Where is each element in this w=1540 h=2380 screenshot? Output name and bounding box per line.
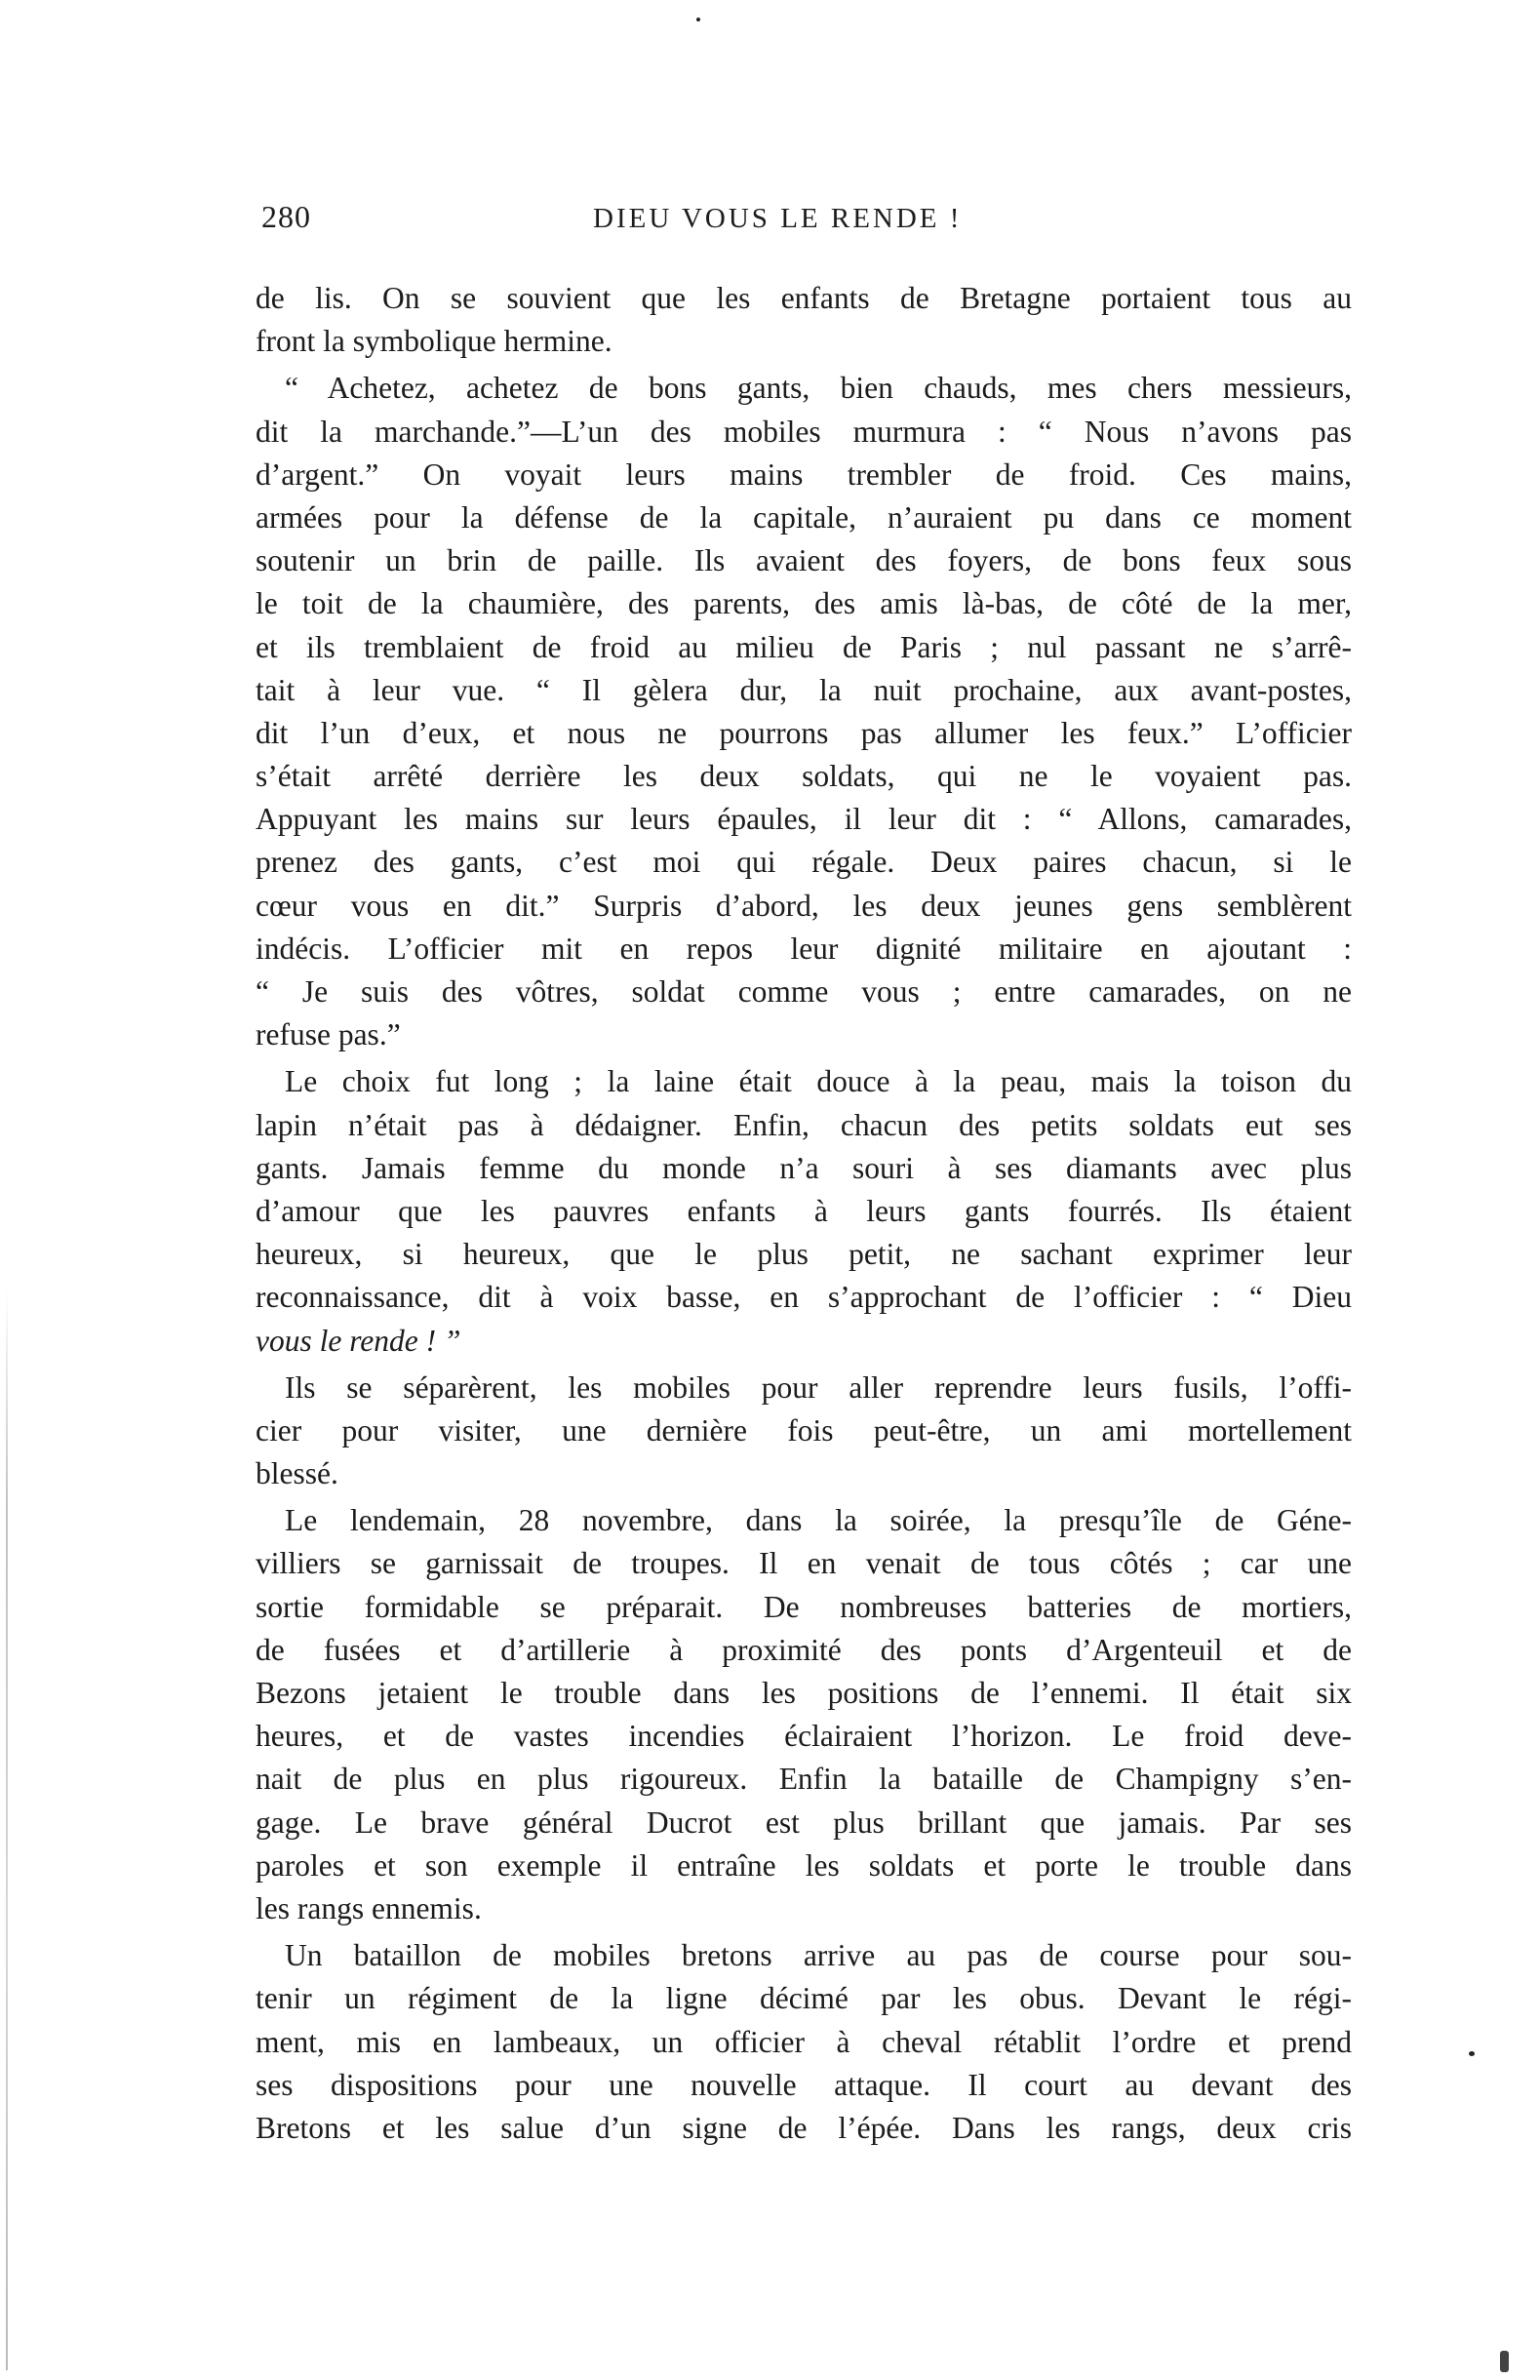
text-line: de fusées et d’artillerie à proximité des ponts d’Argenteuil et de	[256, 1632, 1352, 1667]
ink-speck	[696, 18, 700, 21]
text-line: et ils tremblaient de froid au milieu de Paris ; nul passant ne s’arrê-	[256, 629, 1352, 664]
page-edge-shadow	[6, 1288, 8, 2370]
paragraph	[256, 1367, 1352, 1496]
ink-speck	[1500, 2351, 1509, 2372]
text-line: Ils se séparèrent, les mobiles pour aller reprendre leurs fusils, l’offi-	[285, 1369, 1352, 1405]
text-line: gants. Jamais femme du monde n’a souri à ses diamants avec plus	[256, 1150, 1352, 1185]
text-line: gage. Le brave général Ducrot est plus brillant que jamais. Par ses	[256, 1805, 1352, 1840]
text-line: vous le rende ! ”	[256, 1323, 461, 1358]
text-line: ment, mis en lambeaux, un officier à cheval rétablit l’ordre et prend	[256, 2024, 1352, 2059]
text-line: Le choix fut long ; la laine était douce à la peau, mais la toison du	[285, 1064, 1352, 1099]
paragraph	[256, 1060, 1352, 1362]
text-line: lapin n’était pas à dédaigner. Enfin, chacun des petits soldats eut ses	[256, 1107, 1352, 1142]
text-line: tenir un régiment de la ligne décimé par les obus. Devant le régi-	[256, 1981, 1352, 2016]
paragraph	[256, 277, 1352, 363]
text-line: heures, et de vastes incendies éclairaient l’horizon. Le froid deve-	[256, 1719, 1352, 1754]
body-text	[256, 277, 1352, 2150]
text-line: prenez des gants, c’est moi qui régale. Deux paires chacun, si le	[256, 845, 1352, 880]
paragraph	[256, 1934, 1352, 2150]
text-line: Le lendemain, 28 novembre, dans la soirée, la presqu’île de Géne-	[285, 1503, 1352, 1538]
text-line: “ Achetez, achetez de bons gants, bien chauds, mes chers messieurs,	[285, 371, 1352, 406]
text-line: s’était arrêté derrière les deux soldats, qui ne le voyaient pas.	[256, 759, 1352, 794]
ink-speck	[1469, 2051, 1475, 2056]
text-line: Appuyant les mains sur leurs épaules, il leur dit : “ Allons, camarades,	[256, 802, 1352, 837]
text-line: indécis. L’officier mit en repos leur dignité militaire en ajoutant :	[256, 931, 1352, 966]
text-line: Bezons jetaient le trouble dans les positions de l’ennemi. Il était six	[256, 1676, 1352, 1710]
text-line: tait à leur vue. “ Il gèlera dur, la nuit prochaine, aux avant-postes,	[256, 672, 1352, 707]
text-line: nait de plus en plus rigoureux. Enfin la bataille de Champigny s’en-	[256, 1762, 1352, 1797]
text-line: paroles et son exemple il entraîne les soldats et porte le trouble dans	[256, 1847, 1352, 1883]
text-line: dit la marchande.”—L’un des mobiles murmura : “ Nous n’avons pas	[256, 414, 1352, 449]
text-line: reconnaissance, dit à voix basse, en s’approchant de l’officier : “ Dieu	[256, 1280, 1352, 1315]
text-line: cœur vous en dit.” Surpris d’abord, les deux jeunes gens semblèrent	[256, 888, 1352, 923]
text-line: Un bataillon de mobiles bretons arrive au pas de course pour sou-	[285, 1938, 1352, 1973]
text-line: dit l’un d’eux, et nous ne pourrons pas allumer les feux.” L’officier	[256, 715, 1352, 750]
page-header	[261, 199, 1336, 242]
text-line: soutenir un brin de paille. Ils avaient des foyers, de bons feux sous	[256, 543, 1352, 578]
text-line: Bretons et les salue d’un signe de l’épée. Dans les rangs, deux cris	[256, 2110, 1352, 2145]
text-line: de lis. On se souvient que les enfants de Bretagne portaient tous au	[256, 281, 1352, 315]
text-line: d’amour que les pauvres enfants à leurs gants fourrés. Ils étaient	[256, 1193, 1352, 1228]
text-line: d’argent.” On voyait leurs mains trembler de froid. Ces mains,	[256, 456, 1352, 492]
paragraph	[256, 1499, 1352, 1930]
paragraph	[256, 367, 1352, 1056]
text-line: refuse pas.”	[256, 1017, 401, 1052]
text-line: heureux, si heureux, que le plus petit, ne sachant exprimer leur	[256, 1237, 1352, 1272]
running-title: DIEU VOUS LE RENDE !	[593, 203, 963, 234]
text-line: ses dispositions pour une nouvelle attaque. Il court au devant des	[256, 2067, 1352, 2102]
text-line: blessé.	[256, 1456, 338, 1491]
text-line: cier pour visiter, une dernière fois peut-être, un ami mortellement	[256, 1412, 1352, 1448]
text-line: villiers se garnissait de troupes. Il en venait de tous côtés ; car une	[256, 1546, 1352, 1581]
text-line: le toit de la chaumière, des parents, des amis là-bas, de côté de la mer,	[256, 586, 1352, 621]
page-number: 280	[261, 199, 311, 234]
text-line: “ Je suis des vôtres, soldat comme vous ; entre camarades, on ne	[256, 974, 1352, 1009]
text-line: armées pour la défense de la capitale, n’auraient pu dans ce moment	[256, 499, 1352, 535]
text-line: les rangs ennemis.	[256, 1890, 482, 1925]
text-line: sortie formidable se préparait. De nombreuses batteries de mortiers,	[256, 1589, 1352, 1624]
text-line: front la symbolique hermine.	[256, 324, 612, 359]
